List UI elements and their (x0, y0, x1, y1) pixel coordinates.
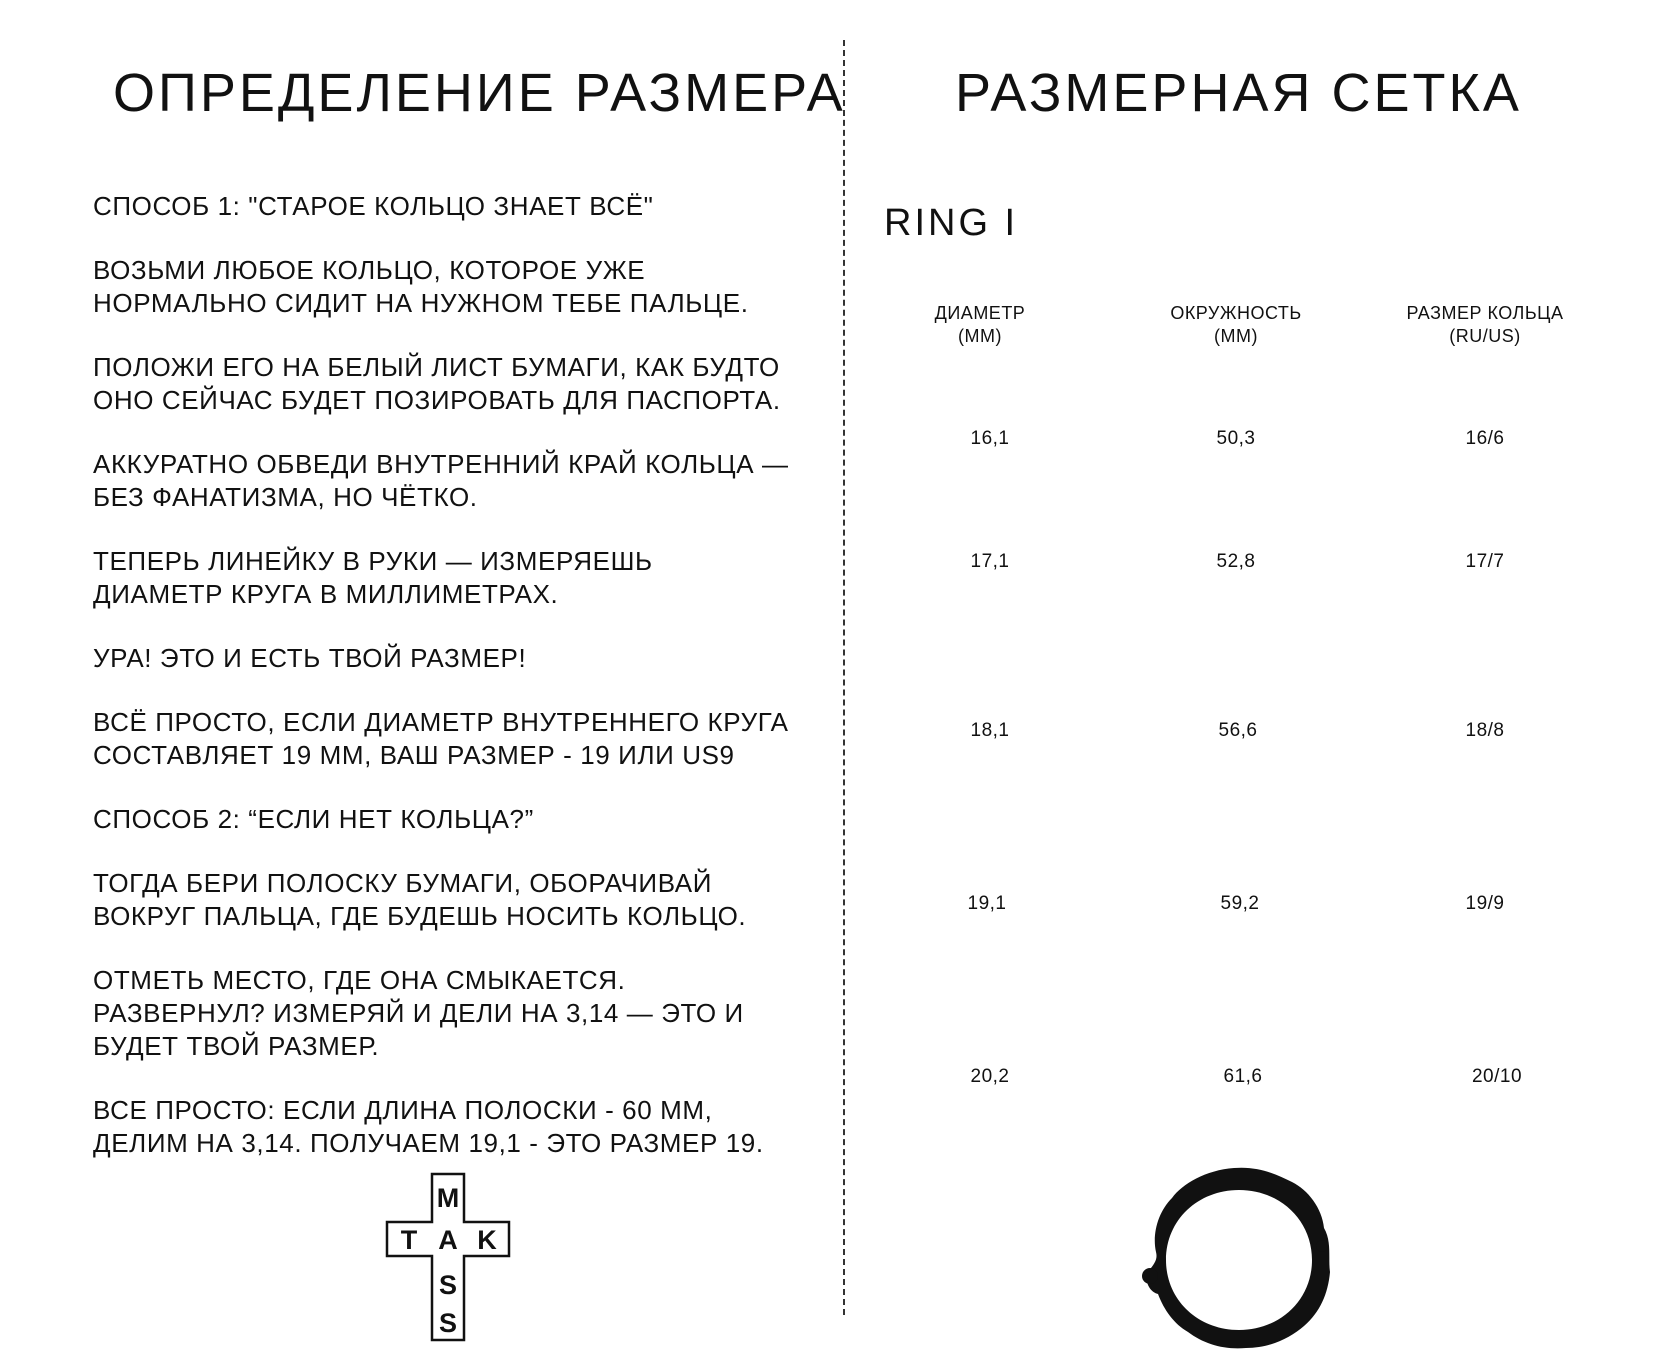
table-cell-diameter: 19,1 (967, 893, 1007, 914)
table-cell-size: 17/7 (1465, 551, 1505, 572)
dashed-divider (843, 40, 845, 1315)
table-cell-size: 20/10 (1471, 1066, 1523, 1087)
column-header-ring-size: РАЗМЕР КОЛЬЦА (RU/US) (1406, 303, 1564, 346)
table-cell-circumference: 56,6 (1218, 720, 1258, 741)
sizing-guide-title: ОПРЕДЕЛЕНИЕ РАЗМЕРА (113, 63, 846, 123)
logo-letter-k: K (477, 1225, 497, 1255)
table-cell-circumference: 61,6 (1223, 1066, 1263, 1087)
logo-letter-s-2: S (438, 1308, 458, 1338)
method-2-title: СПОСОБ 2: “ЕСЛИ НЕТ КОЛЬЦА?” (93, 804, 534, 834)
method-1-title: СПОСОБ 1: "СТАРОЕ КОЛЬЦО ЗНАЕТ ВСЁ" (93, 191, 654, 221)
method-1-example: ВСЁ ПРОСТО, ЕСЛИ ДИАМЕТР ВНУТРЕННЕГО КРУГА СОСТАВЛЯЕТ 19 ММ, ВАШ РАЗМЕР - 19 ИЛИ US9 (93, 707, 789, 770)
table-cell-diameter: 16,1 (970, 428, 1010, 449)
instruction-step-4: ТЕПЕРЬ ЛИНЕЙКУ В РУКИ — ИЗМЕРЯЕШЬ ДИАМЕТР КРУГА В МИЛЛИМЕТРАХ. (93, 546, 653, 609)
size-chart-title: РАЗМЕРНАЯ СЕТКА (955, 63, 1522, 123)
logo-letter-m: M (436, 1183, 460, 1213)
instruction-step-1: ВОЗЬМИ ЛЮБОЕ КОЛЬЦО, КОТОРОЕ УЖЕ НОРМАЛЬНО СИДИТ НА НУЖНОМ ТЕБЕ ПАЛЬЦЕ. (93, 255, 749, 318)
method-2-example: ВСЕ ПРОСТО: ЕСЛИ ДЛИНА ПОЛОСКИ - 60 ММ, ДЕЛИМ НА 3,14. ПОЛУЧАЕМ 19,1 - ЭТО РАЗМЕР 19. (93, 1095, 764, 1158)
instruction-step-6: ТОГДА БЕРИ ПОЛОСКУ БУМАГИ, ОБОРАЧИВАЙ ВОКРУГ ПАЛЬЦА, ГДЕ БУДЕШЬ НОСИТЬ КОЛЬЦО. (93, 868, 747, 931)
instruction-step-5: УРА! ЭТО И ЕСТЬ ТВОЙ РАЗМЕР! (93, 643, 527, 673)
table-cell-size: 18/8 (1465, 720, 1505, 741)
table-cell-diameter: 20,2 (970, 1066, 1010, 1087)
table-cell-circumference: 50,3 (1216, 428, 1256, 449)
table-cell-circumference: 59,2 (1220, 893, 1260, 914)
instruction-step-2: ПОЛОЖИ ЕГО НА БЕЛЫЙ ЛИСТ БУМАГИ, КАК БУДТО ОНО СЕЙЧАС БУДЕТ ПОЗИРОВАТЬ ДЛЯ ПАСПОРТА. (93, 352, 781, 415)
logo-letter-s: S (438, 1270, 458, 1300)
cross-logo (385, 1172, 511, 1342)
table-cell-diameter: 17,1 (970, 551, 1010, 572)
logo-letter-a: A (438, 1225, 458, 1255)
table-cell-size: 19/9 (1465, 893, 1505, 914)
ring-image (1136, 1160, 1332, 1352)
column-header-diameter: ДИАМЕТР (ММ) (934, 303, 1026, 346)
table-cell-diameter: 18,1 (970, 720, 1010, 741)
logo-letter-t: T (400, 1225, 418, 1255)
instruction-step-7: ОТМЕТЬ МЕСТО, ГДЕ ОНА СМЫКАЕТСЯ. РАЗВЕРНУЛ? ИЗМЕРЯЙ И ДЕЛИ НА 3,14 — ЭТО И БУДЕТ ТВОЙ РАЗМЕР. (93, 965, 744, 1061)
column-header-circumference: ОКРУЖНОСТЬ (ММ) (1170, 303, 1302, 346)
ring-model-name: RING I (884, 202, 1019, 244)
table-cell-circumference: 52,8 (1216, 551, 1256, 572)
table-cell-size: 16/6 (1465, 428, 1505, 449)
instruction-step-3: АККУРАТНО ОБВЕДИ ВНУТРЕННИЙ КРАЙ КОЛЬЦА — БЕЗ ФАНАТИЗМА, НО ЧЁТКО. (93, 449, 789, 512)
sizing-instructions (93, 190, 833, 1191)
